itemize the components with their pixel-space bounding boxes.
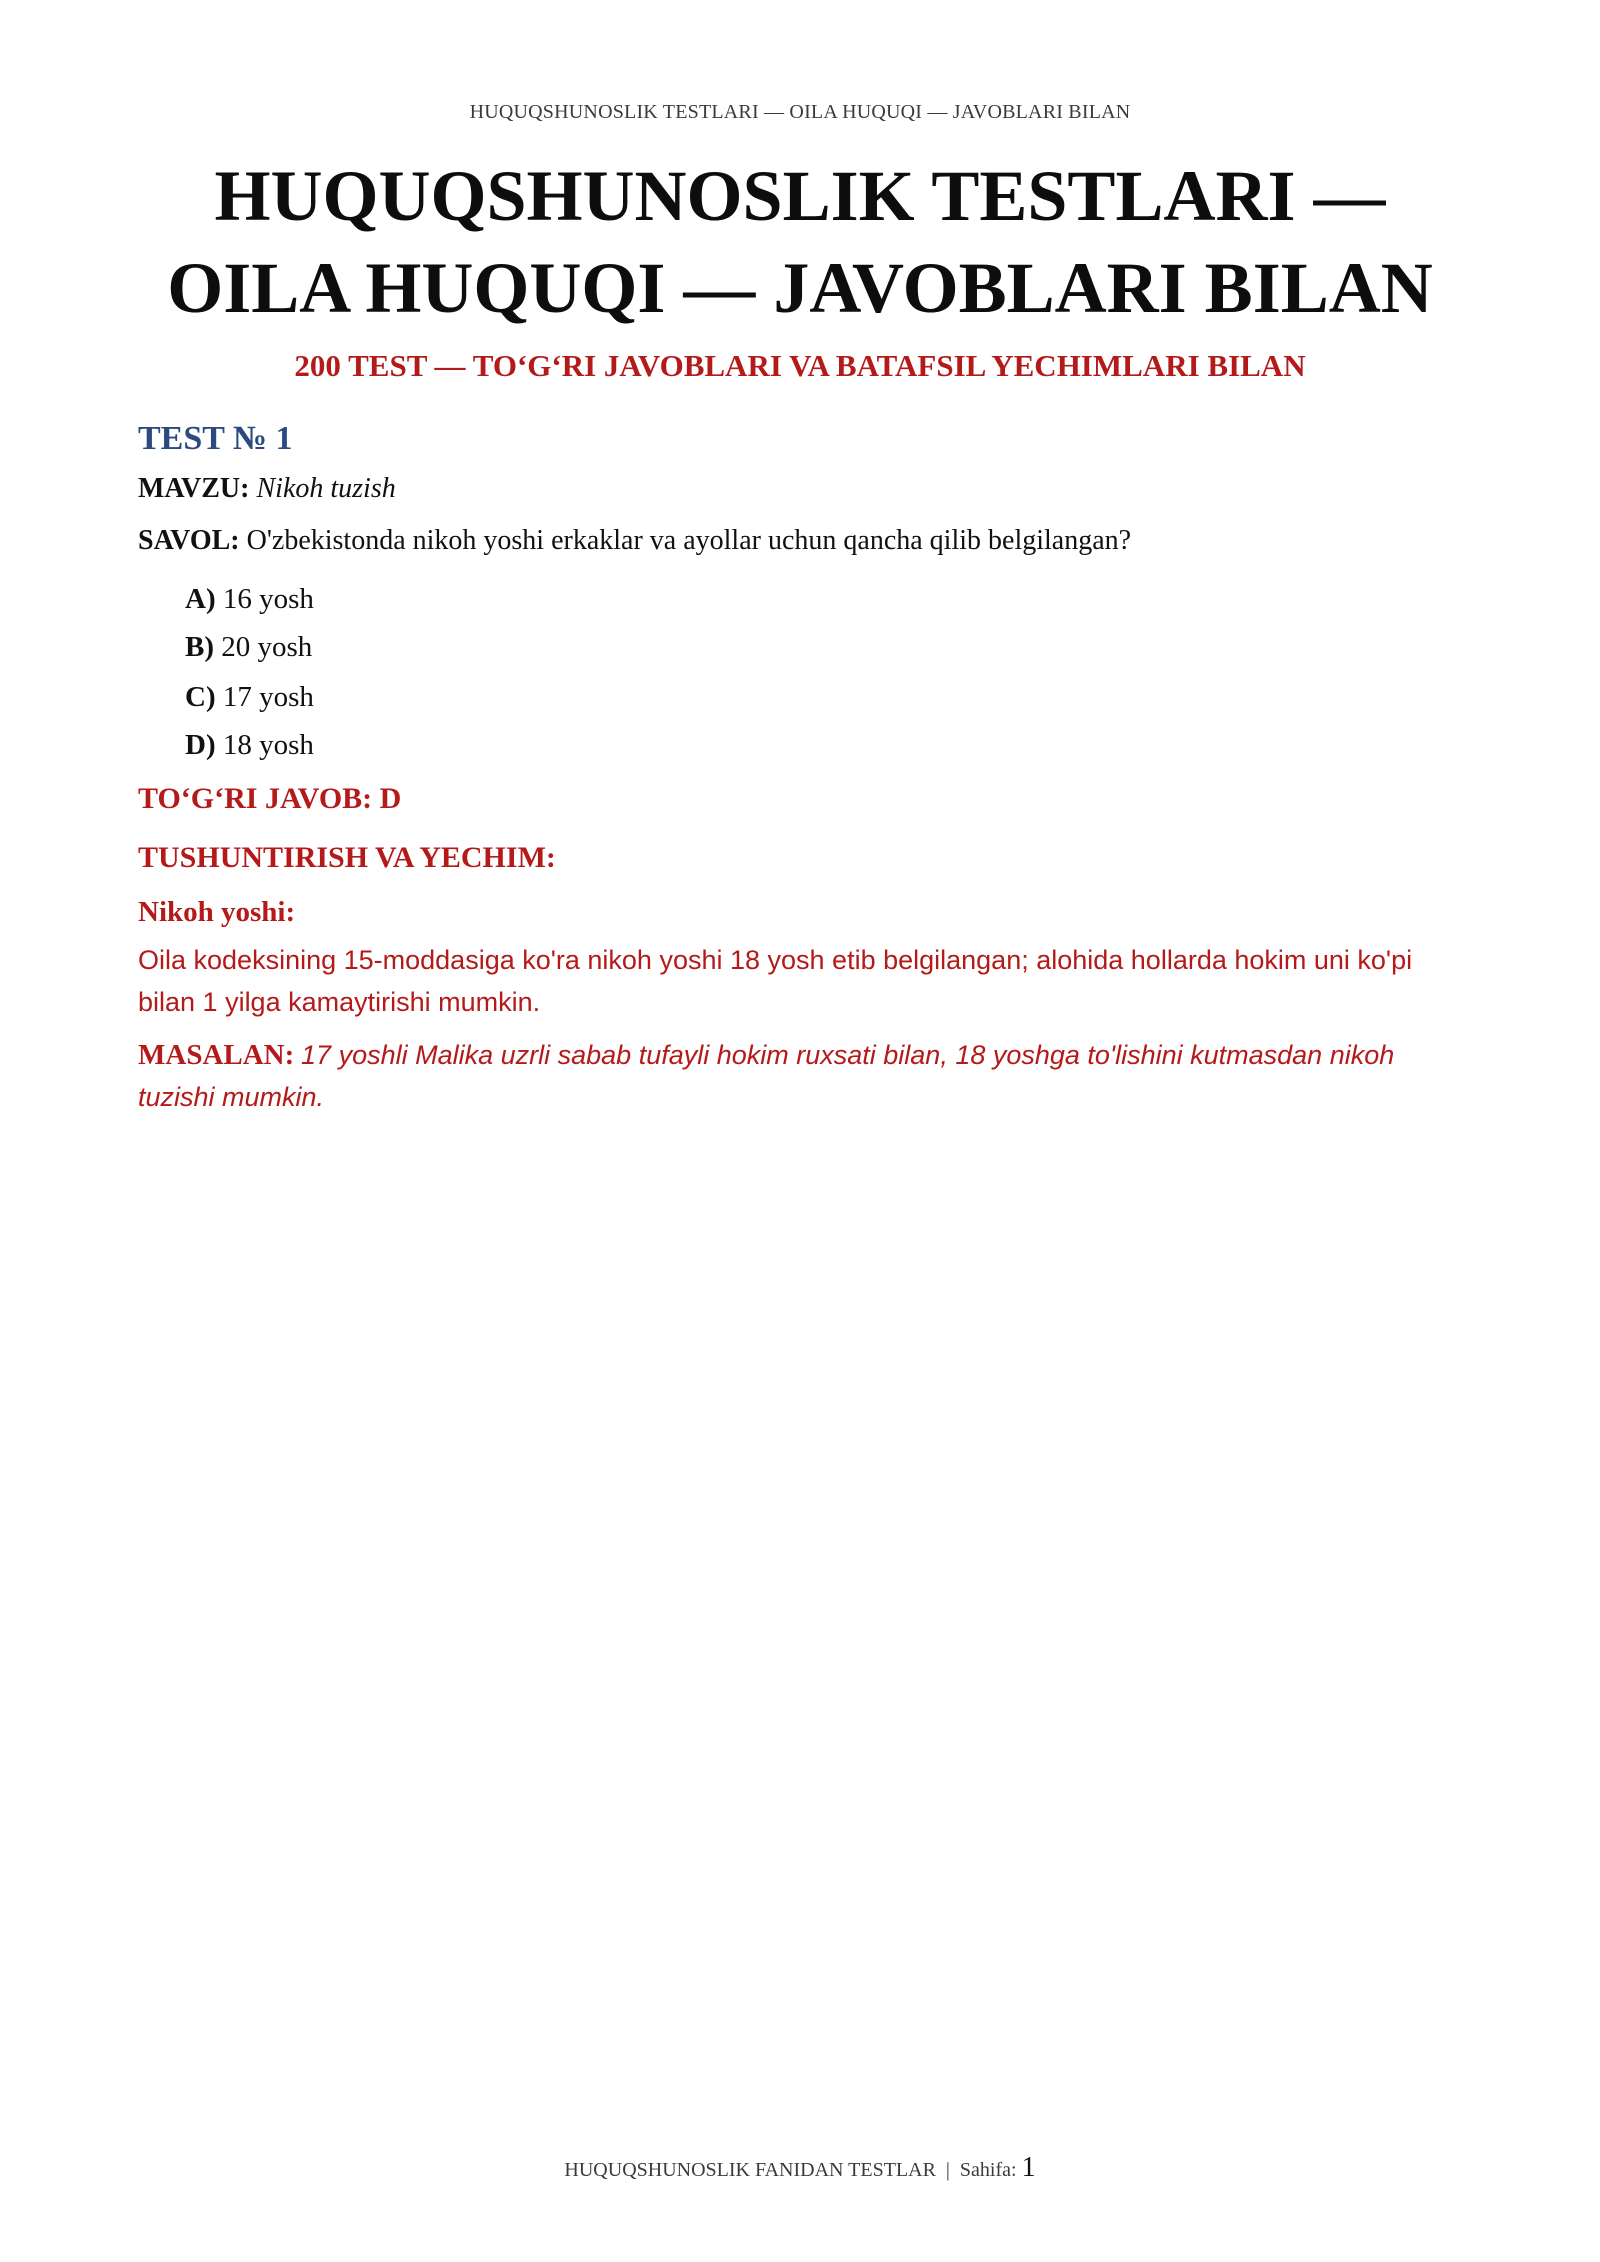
option-d [185,725,314,765]
example-text: 17 yoshli Malika uzrli sabab tufayli hokim ruxsati bilan, 18 yoshga to'lishini kutmasdan nikoh tuzishi mumkin. [138,1040,1395,1112]
question-text: O'zbekistonda nikoh yoshi erkaklar va ayollar uchun qancha qilib belgilangan? [246,525,1132,556]
topic-line [138,469,396,509]
document-subtitle: 200 TEST — TO‘G‘RI JAVOBLARI VA BATAFSIL YECHIMLARI BILAN [294,348,1306,383]
explanation-text: Oila kodeksining 15-moddasiga ko'ra nikoh yoshi 18 yosh etib belgilangan; alohida hollarda hokim uni ko'pi bilan 1 yilga kamaytirishi mumkin. [138,945,1413,1017]
footer-text: HUQUQSHUNOSLIK FANIDAN TESTLAR [564,2159,936,2181]
option-letter: B) [185,631,214,663]
page-number: 1 [1021,2152,1036,2183]
option-letter: A) [185,583,216,615]
option-c [185,677,314,717]
explanation-heading: TUSHUNTIRISH VA YECHIM: [138,841,556,874]
option-letter: D) [185,729,216,761]
option-text: 18 yosh [222,729,314,761]
question-label: SAVOL: [138,525,240,556]
option-letter: C) [185,681,216,713]
option-a [185,579,314,619]
option-b [185,627,312,667]
footer-separator: | [945,2159,950,2181]
page-footer [0,2150,1600,2188]
running-header: HUQUQSHUNOSLIK TESTLARI — OILA HUQUQI — JAVOBLARI BILAN [469,101,1131,123]
question-line [138,521,1131,561]
topic-label: MAVZU: [138,473,250,504]
explanation-subheading: Nikoh yoshi: [138,896,296,928]
page-label: Sahifa: [959,2159,1017,2181]
document-title-line-1: HUQUQSHUNOSLIK TESTLARI — [214,156,1386,236]
option-text: 20 yosh [221,631,313,663]
option-text: 16 yosh [222,583,314,615]
test-heading: TEST № 1 [138,420,293,457]
example-paragraph [138,1034,1468,1118]
document-title-line-2: OILA HUQUQI — JAVOBLARI BILAN [167,248,1433,328]
correct-answer: TO‘G‘RI JAVOB: D [138,782,402,815]
option-text: 17 yosh [222,681,314,713]
topic-value: Nikoh tuzish [256,473,396,504]
example-label: MASALAN: [138,1039,295,1071]
